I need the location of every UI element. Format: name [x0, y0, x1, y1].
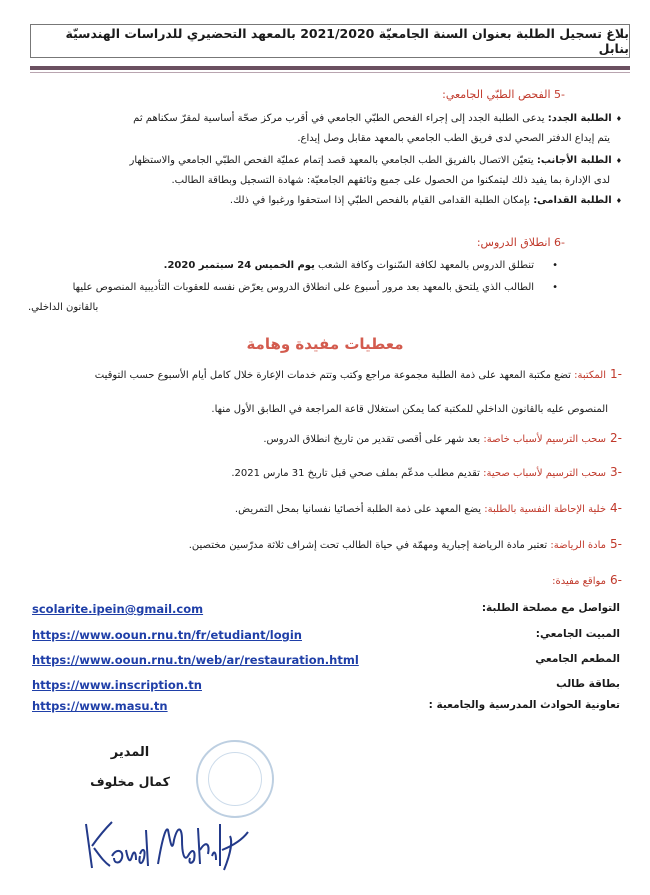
section-5-item-foreign: ♦ الطلبة الأجانب: يتعيّن الاتصال بالفريق الطب الجامعي بالمعهد قصد إتمام عمليّة الفحص الطبّي الجامعي والاستظهار لدى الإدارة بما يفيد ذلك ليتمكنوا من الحصول على جميع وثائقهم الجامعيّة: شهادة التسجيل وبطاقة الطالب. — [12, 151, 622, 191]
useful-info-heading: معطيات مفيدة وهامة — [246, 335, 404, 353]
section-5-title — [442, 88, 565, 101]
useful-item-withdraw-health: -3سحب الترسيم لأسباب صحية: تقديم مطلب مدعّم بملف صحي قبل تاريخ 31 مارس 2021. — [231, 465, 622, 479]
site-label-restaurant: المطعم الجامعي — [535, 653, 620, 665]
signature-role: المدير — [110, 745, 150, 760]
site-label-student-service: التواصل مع مصلحة الطلبة: — [481, 602, 620, 614]
link-student-service-email[interactable]: scolarite.ipein@gmail.com — [32, 602, 204, 616]
useful-item-sites: -6مواقع مفيدة: — [552, 573, 622, 587]
useful-item-psych-support: -4خلية الإحاطة النفسية بالطلبة: يضع المعهد على ذمة الطلبة أخصائيا نفسانيا بمحل التمريض. — [234, 501, 622, 515]
site-label-student-card: بطاقة طالب — [556, 678, 620, 690]
site-label-insurance: تعاونية الحوادث المدرسية والجامعية : — [428, 699, 620, 711]
useful-item-withdraw-personal: -2سحب الترسيم لأسباب خاصة: بعد شهر على أقصى تقدير من تاريخ انطلاق الدروس. — [263, 431, 622, 445]
section-5-item-old: ♦ الطلبة القدامى: بإمكان الطلبة القدامى القيام بالفحص الطبّي إذا استحقوا ورغبوا في ذلك. — [22, 191, 622, 211]
section-5-title-text: الفحص الطبّي الجامعي: — [442, 88, 551, 101]
signature-name: كمال مخلوف — [90, 774, 170, 789]
section-6-item-late-cont: بالقانون الداخلي. — [28, 302, 99, 313]
link-student-card[interactable]: https://www.inscription.tn — [32, 678, 202, 692]
document-header — [30, 24, 630, 58]
link-insurance[interactable]: https://www.masu.tn — [32, 699, 168, 713]
section-6-title: -6 انطلاق الدروس: — [476, 236, 565, 249]
document-title: بلاغ تسجيل الطلبة بعنوان السنة الجامعيّة 2021/2020 بالمعهد التحضيري للدراسات الهندسيّة بنابل — [65, 26, 629, 56]
link-restaurant[interactable]: https://www.ooun.rnu.tn/web/ar/restauration.html — [32, 653, 359, 667]
section-5-item-new: ♦ الطلبة الجدد: يدعى الطلبة الجدد إلى إجراء الفحص الطبّي الجامعي في أقرب مركز صحّة أساسية لمقرّ سكناهم ثم يتم إيداع الدفتر الصحي لدى فريق الطب الجامعي بالمعهد مقابل وصل إيداع. — [22, 109, 622, 149]
institution-stamp — [196, 740, 274, 818]
useful-item-library: -1المكتبة: تضع مكتبة المعهد على ذمة الطلبة مجموعة مراجع وكتب وتتم خدمات الإعارة خلال كامل أيام الأسبوع حسب التوقيت المنصوص عليه بالقانون الداخلي للمكتبة كما يمكن استغلال قاعة المراجعة في الطابق الأول منها. — [94, 367, 622, 415]
link-housing[interactable]: https://www.ooun.rnu.tn/fr/etudiant/login — [32, 628, 302, 642]
section-5-number: -5 — [554, 88, 565, 101]
site-label-housing: المبيت الجامعي: — [535, 628, 620, 640]
handwritten-signature — [82, 810, 252, 880]
section-6-item-start: • تنطلق الدروس بالمعهد لكافة السّنوات وكافة الشعب يوم الخميس 24 سبتمبر 2020. — [18, 256, 558, 276]
header-divider-thin — [30, 72, 630, 73]
header-divider-thick — [30, 66, 630, 70]
section-6-item-late: • الطالب الذي يلتحق بالمعهد بعد مرور أسبوع على انطلاق الدروس يعرّض نفسه للعقوبات التأديبية المنصوص عليها — [23, 278, 558, 298]
useful-item-sport: -5مادة الرياضة: تعتبر مادة الرياضة إجبارية ومهمّة في حياة الطالب تحت إشراف ثلاثة مدرّسين مختصين. — [188, 537, 622, 551]
